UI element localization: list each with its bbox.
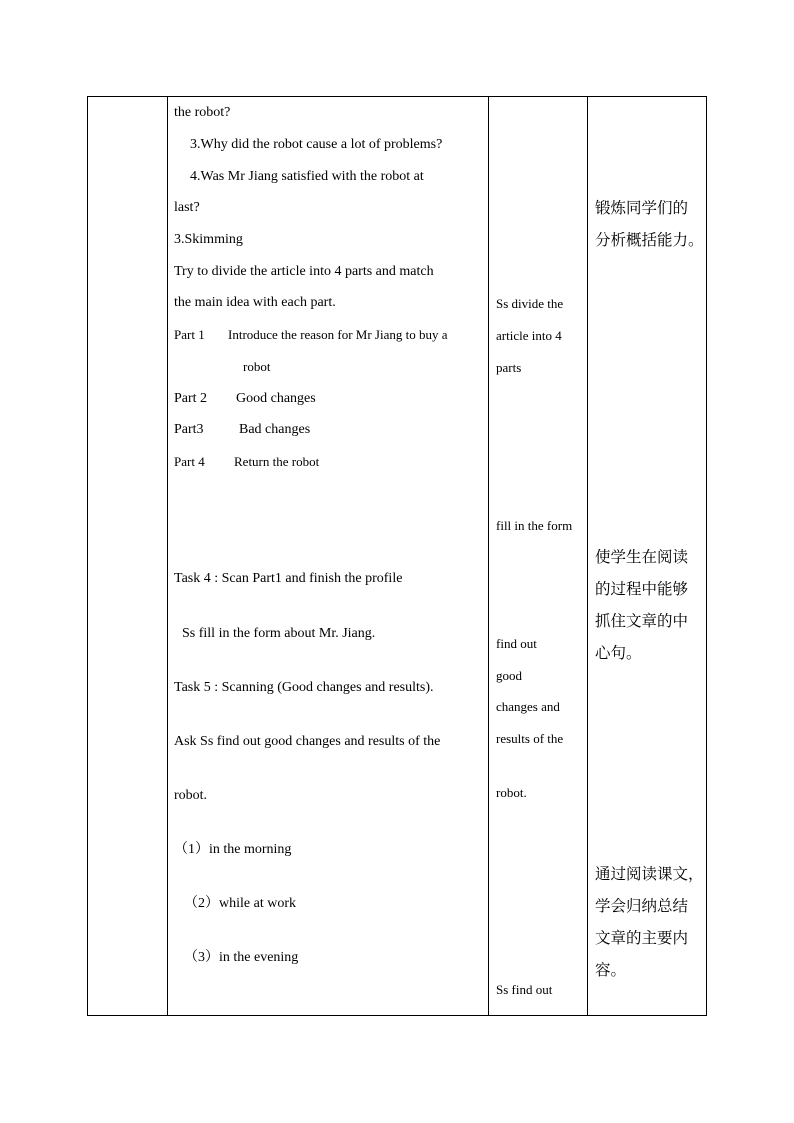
- purpose-3-line1: 通过阅读课文，: [595, 865, 704, 883]
- purpose-1-line2: 分析概括能力。: [595, 231, 704, 249]
- student-find-line3: changes and: [496, 699, 560, 714]
- question-continuation: the robot?: [174, 105, 231, 120]
- part-3-label: Part3: [174, 422, 204, 437]
- purpose-3-line4: 容。: [595, 961, 627, 979]
- part-1-label: Part 1: [174, 327, 205, 342]
- student-find-line4: results of the: [496, 731, 564, 746]
- student-divide-line1: Ss divide the: [496, 296, 564, 311]
- part-1-text-line2: robot: [243, 359, 271, 374]
- student-find-line5: robot.: [496, 785, 527, 800]
- part-3-text: Bad changes: [239, 422, 311, 437]
- purpose-3-line3: 文章的主要内: [595, 929, 689, 947]
- part-4-text: Return the robot: [234, 454, 320, 469]
- student-divide-line3: parts: [496, 360, 522, 375]
- task-5: Task 5 : Scanning (Good changes and results).: [174, 680, 434, 695]
- student-fill-form: fill in the form: [496, 518, 573, 533]
- task-4-detail: Ss fill in the form about Mr. Jiang.: [182, 626, 376, 641]
- purpose-2-line2: 的过程中能够: [595, 580, 689, 598]
- student-find-line2: good: [496, 668, 522, 683]
- item-at-work: （2）while at work: [184, 896, 296, 911]
- part-1-text-line1: Introduce the reason for Mr Jiang to buy a: [228, 327, 448, 342]
- student-find-out-2: Ss find out: [496, 982, 553, 997]
- purpose-2-line3: 抓住文章的中: [595, 612, 689, 630]
- student-find-line1: find out: [496, 636, 537, 651]
- column-divider: [488, 97, 489, 1015]
- question-4-line1: 4.Was Mr Jiang satisfied with the robot at: [190, 169, 424, 184]
- part-2-label: Part 2: [174, 391, 208, 406]
- column-divider: [587, 97, 588, 1015]
- question-4-line2: last?: [174, 200, 200, 215]
- purpose-3-line2: 学会归纳总结: [595, 897, 689, 915]
- part-4-label: Part 4: [174, 454, 205, 469]
- question-3: 3.Why did the robot cause a lot of problems?: [190, 137, 443, 152]
- part-2-text: Good changes: [236, 391, 316, 406]
- purpose-2-line1: 使学生在阅读: [595, 548, 689, 566]
- purpose-2-line4: 心句。: [595, 644, 642, 662]
- task-5-ask-line2: robot.: [174, 788, 208, 803]
- skimming-heading: 3.Skimming: [174, 232, 243, 247]
- purpose-1-line1: 锻炼同学们的: [595, 199, 689, 217]
- student-divide-line2: article into 4: [496, 328, 562, 343]
- item-morning: （1）in the morning: [174, 842, 292, 857]
- task-4: Task 4 : Scan Part1 and finish the profile: [174, 571, 403, 586]
- skimming-task-line1: Try to divide the article into 4 parts and match: [174, 264, 434, 279]
- column-divider: [167, 97, 168, 1015]
- task-5-ask-line1: Ask Ss find out good changes and results of the: [174, 734, 441, 749]
- item-evening: （3）in the evening: [184, 950, 299, 965]
- skimming-task-line2: the main idea with each part.: [174, 295, 336, 310]
